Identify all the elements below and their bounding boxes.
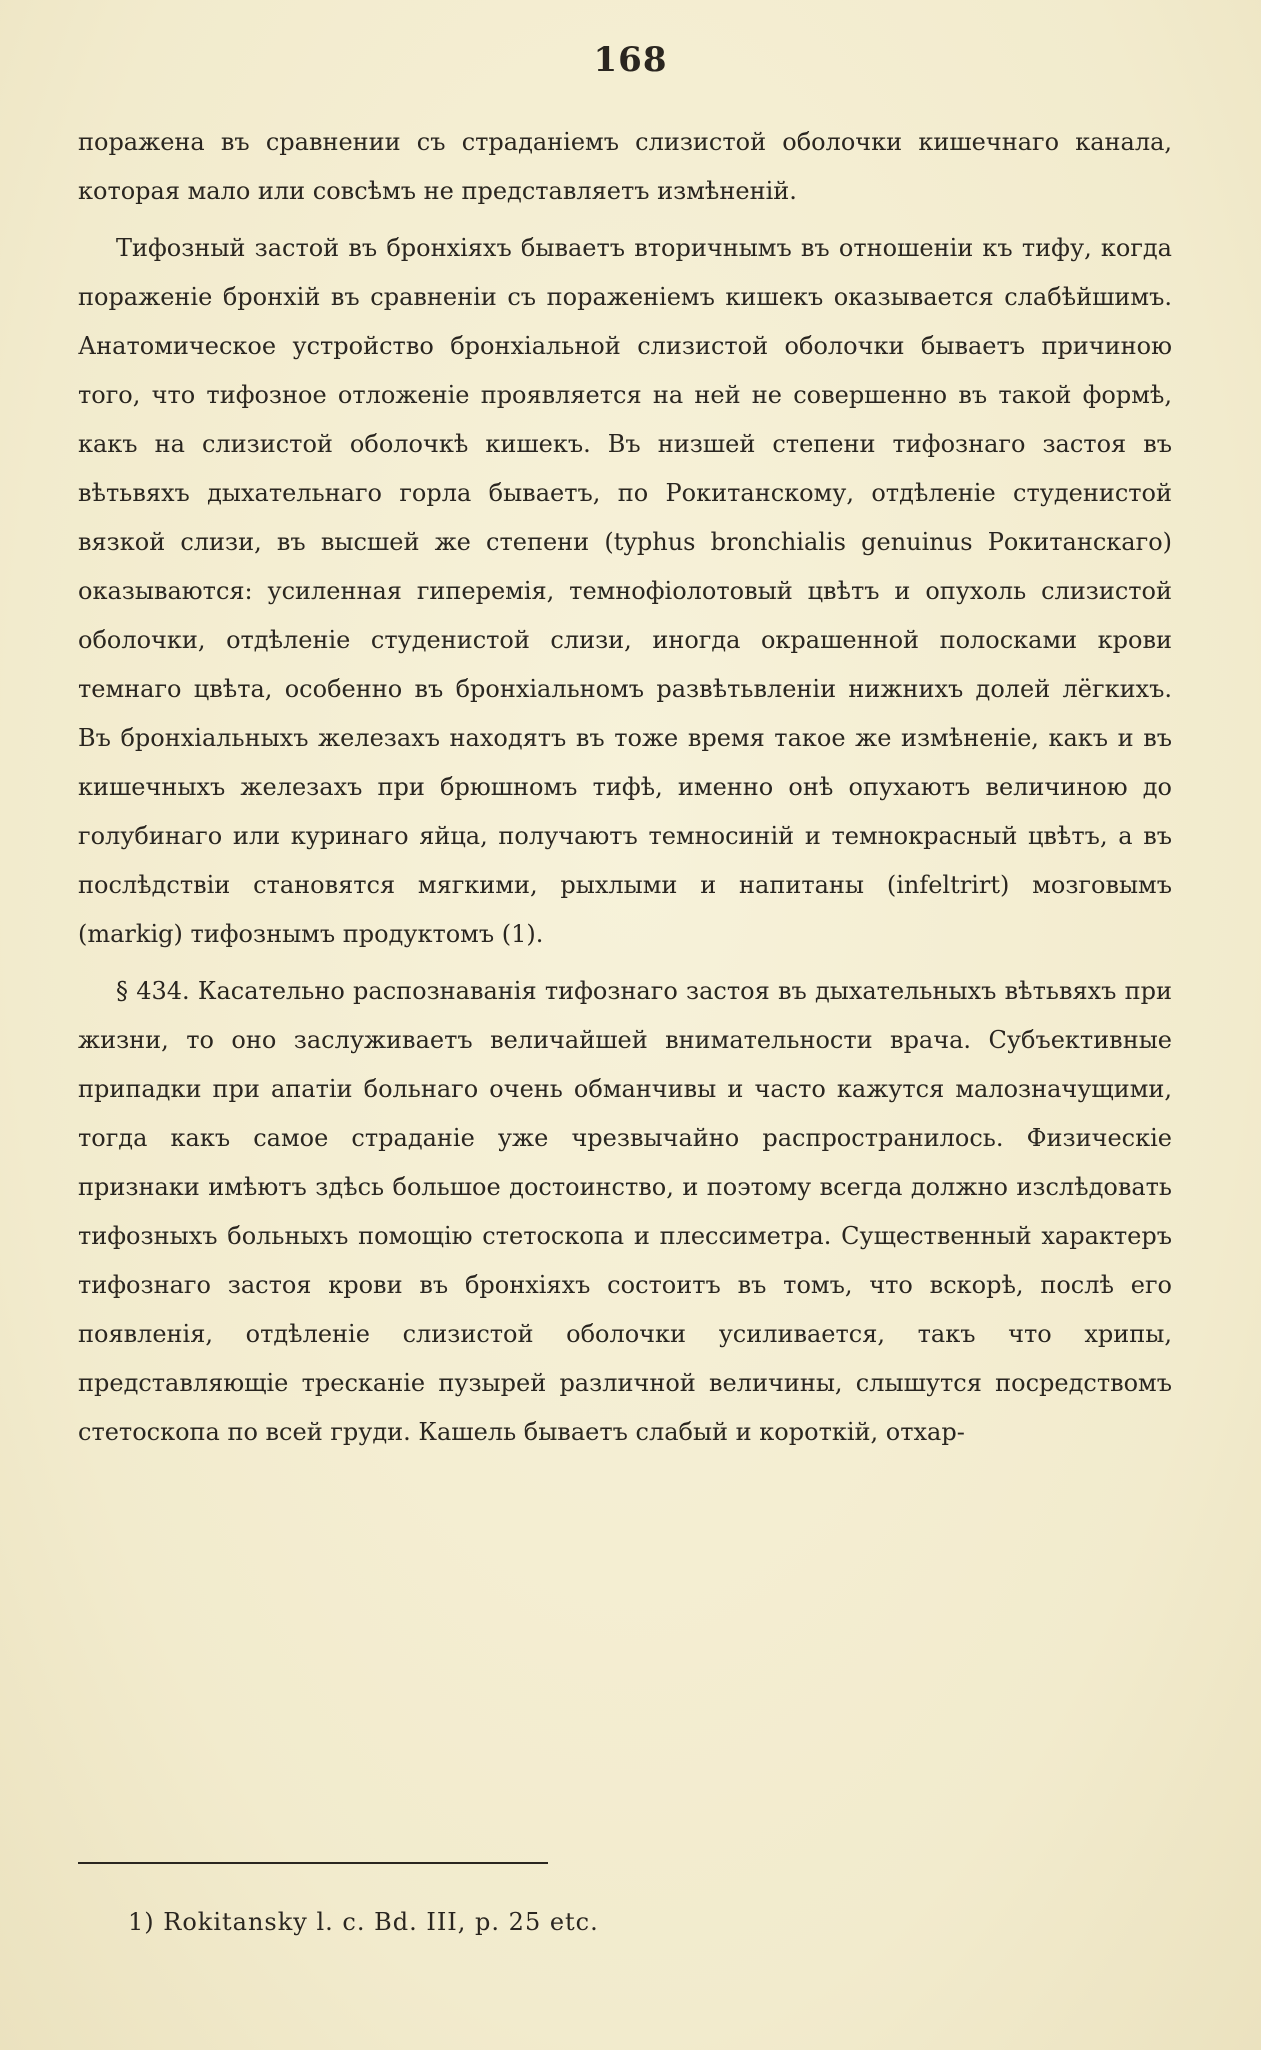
body-text: [78, 118, 1172, 1457]
footnote-divider: [78, 1862, 548, 1864]
paragraph-section-434: § 434. Касательно распознаванія тифознаго застоя въ дыхательныхъ вѣтьвяхъ при жизни, то оно заслуживаетъ величайшей внимательности врача. Субъективные припадки при апатіи больнаго очень обманчивы и часто кажутся малозначущими, тогда какъ самое страданіе уже чрезвычайно распространилось. Физическіе признаки имѣютъ здѣсь большое достоинство, и поэтому всегда должно изслѣдовать тифозныхъ больныхъ помощію стетоскопа и плессиметра. Существенный характеръ тифознаго застоя крови въ бронхіяхъ состоитъ въ томъ, что вскорѣ, послѣ его появленія, отдѣленіе слизистой оболочки усиливается, такъ что хрипы, представляющіе тресканіе пузырей различной величины, слышутся посредствомъ стетоскопа по всей груди. Кашель бываетъ слабый и короткій, отхар-: [78, 977, 1172, 1446]
footnote: 1) Rokitansky l. c. Bd. III, p. 25 etc.: [128, 1908, 599, 1936]
page-number: 168: [593, 40, 668, 80]
paragraph-continuation: поражена въ сравнении съ страданіемъ слизистой оболочки кишечнаго канала, которая мало или совсѣмъ не представляетъ измѣненій.: [78, 128, 1172, 205]
paragraph-typhoid-bronchi: Тифозный застой въ бронхіяхъ бываетъ вторичнымъ въ отношеніи къ тифу, когда пораженіе бронхій въ сравненіи съ пораженіемъ кишекъ оказывается слабѣйшимъ. Анатомическое устройство бронхіальной слизистой оболочки бываетъ причиною того, что тифозное отложеніе проявляется на ней не совершенно въ такой формѣ, какъ на слизистой оболочкѣ кишекъ. Въ низшей степени тифознаго застоя въ вѣтьвяхъ дыхательнаго горла бываетъ, по Рокитанскому, отдѣленіе студенистой вязкой слизи, въ высшей же степени (typhus bronchialis genuinus Рокитанскаго) оказываются: усиленная гиперемія, темнофіолотовый цвѣтъ и опухоль слизистой оболочки, отдѣленіе студенистой слизи, иногда окрашенной полосками крови темнаго цвѣта, особенно въ бронхіальномъ развѣтьвленіи нижнихъ долей лёгкихъ. Въ бронхіальныхъ железахъ находятъ въ тоже время такое же измѣненіе, какъ и въ кишечныхъ железахъ при брюшномъ тифѣ, именно онѣ опухаютъ величиною до голубинаго или куринаго яйца, получаютъ темносиній и темнокрасный цвѣтъ, а въ послѣдствіи становятся мягкими, рыхлыми и напитаны (infeltrirt) мозговымъ (markig) тифознымъ продуктомъ (1).: [78, 234, 1172, 948]
